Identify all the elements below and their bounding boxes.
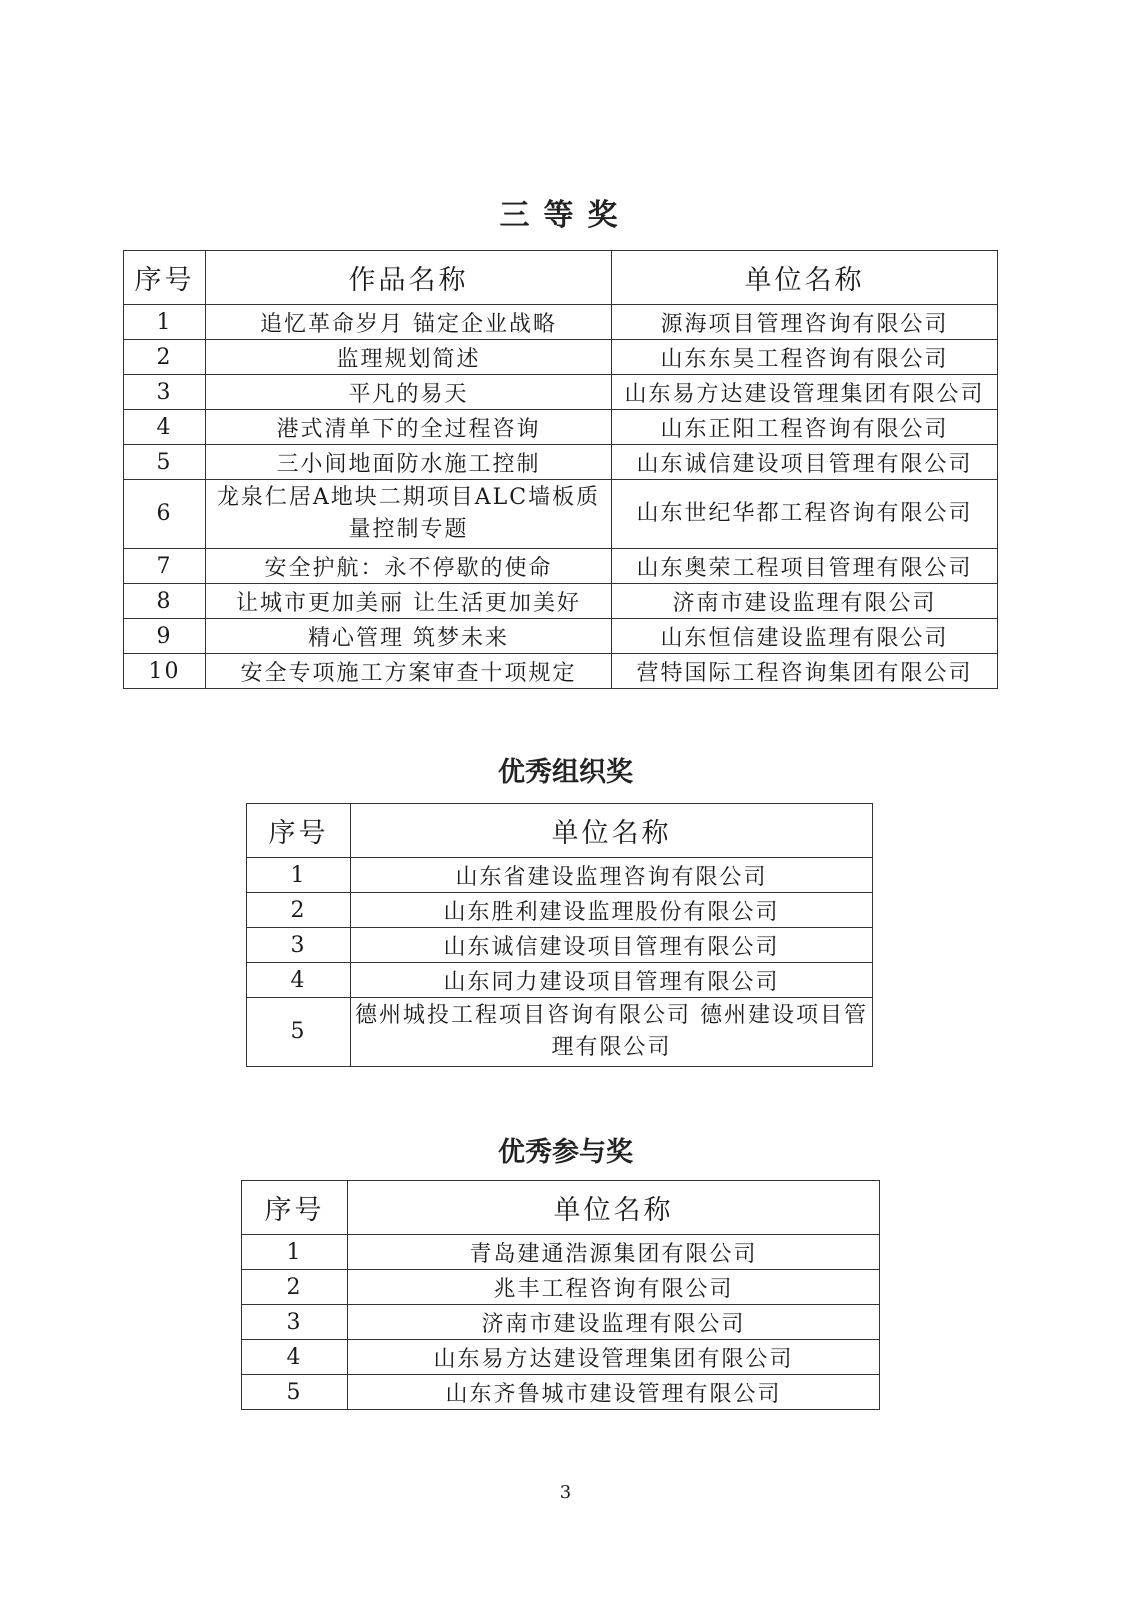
third-prize-title: 三等奖 xyxy=(499,198,632,233)
unit-name: 济南市建设监理有限公司 xyxy=(612,584,998,619)
table-row xyxy=(242,1235,880,1270)
work-name: 安全护航：永不停歇的使命 xyxy=(206,549,612,584)
unit-name: 山东易方达建设管理集团有限公司 xyxy=(348,1340,880,1375)
row-index: 1 xyxy=(247,858,351,893)
unit-name: 山东省建设监理咨询有限公司 xyxy=(351,858,873,893)
work-name: 平凡的易天 xyxy=(206,375,612,410)
work-name: 监理规划简述 xyxy=(206,340,612,375)
work-name: 港式清单下的全过程咨询 xyxy=(206,410,612,445)
unit-name: 济南市建设监理有限公司 xyxy=(348,1305,880,1340)
table-row xyxy=(247,928,873,963)
header-index: 序号 xyxy=(242,1181,348,1235)
table-row xyxy=(124,549,998,584)
work-name: 三小间地面防水施工控制 xyxy=(206,445,612,480)
unit-name: 山东齐鲁城市建设管理有限公司 xyxy=(348,1375,880,1410)
row-index: 4 xyxy=(247,963,351,998)
table-row xyxy=(247,858,873,893)
table-row xyxy=(242,1375,880,1410)
unit-name: 源海项目管理咨询有限公司 xyxy=(612,305,998,340)
unit-name: 兆丰工程咨询有限公司 xyxy=(348,1270,880,1305)
unit-name: 山东正阳工程咨询有限公司 xyxy=(612,410,998,445)
table-row xyxy=(124,584,998,619)
row-index: 3 xyxy=(247,928,351,963)
row-index: 1 xyxy=(242,1235,348,1270)
table-row xyxy=(242,1305,880,1340)
row-index: 3 xyxy=(242,1305,348,1340)
table-row xyxy=(124,375,998,410)
table-header-row xyxy=(124,251,998,305)
unit-name: 山东恒信建设监理有限公司 xyxy=(612,619,998,654)
header-unit-name: 单位名称 xyxy=(351,804,873,858)
header-index: 序号 xyxy=(124,251,206,305)
work-name: 追忆革命岁月 锚定企业战略 xyxy=(206,305,612,340)
row-index: 6 xyxy=(124,480,206,549)
row-index: 4 xyxy=(242,1340,348,1375)
row-index: 10 xyxy=(124,654,206,689)
unit-name: 山东奥荣工程项目管理有限公司 xyxy=(612,549,998,584)
table-row xyxy=(124,340,998,375)
row-index: 3 xyxy=(124,375,206,410)
unit-name: 山东同力建设项目管理有限公司 xyxy=(351,963,873,998)
organization-award-title: 优秀组织奖 xyxy=(498,757,633,788)
row-index: 5 xyxy=(247,998,351,1067)
organization-award-table xyxy=(246,803,873,1067)
participation-award-table xyxy=(241,1180,880,1410)
table-row xyxy=(242,1340,880,1375)
page-number: 3 xyxy=(559,1482,572,1503)
row-index: 2 xyxy=(124,340,206,375)
header-unit-name: 单位名称 xyxy=(348,1181,880,1235)
row-index: 9 xyxy=(124,619,206,654)
table-row xyxy=(247,998,873,1067)
work-name: 精心管理 筑梦未来 xyxy=(206,619,612,654)
table-row xyxy=(124,480,998,549)
unit-name: 营特国际工程咨询集团有限公司 xyxy=(612,654,998,689)
work-name: 安全专项施工方案审查十项规定 xyxy=(206,654,612,689)
table-row xyxy=(247,963,873,998)
row-index: 7 xyxy=(124,549,206,584)
unit-name: 山东世纪华都工程咨询有限公司 xyxy=(612,480,998,549)
row-index: 1 xyxy=(124,305,206,340)
row-index: 4 xyxy=(124,410,206,445)
unit-name: 德州城投工程项目咨询有限公司 德州建设项目管理有限公司 xyxy=(351,998,873,1067)
table-header-row xyxy=(247,804,873,858)
unit-name: 山东诚信建设项目管理有限公司 xyxy=(612,445,998,480)
table-row xyxy=(124,410,998,445)
row-index: 5 xyxy=(242,1375,348,1410)
table-row xyxy=(124,654,998,689)
row-index: 2 xyxy=(242,1270,348,1305)
participation-award-title: 优秀参与奖 xyxy=(498,1137,633,1168)
work-name: 龙泉仁居A地块二期项目ALC墙板质量控制专题 xyxy=(206,480,612,549)
third-prize-table xyxy=(123,250,998,689)
unit-name: 山东东昊工程咨询有限公司 xyxy=(612,340,998,375)
work-name: 让城市更加美丽 让生活更加美好 xyxy=(206,584,612,619)
row-index: 5 xyxy=(124,445,206,480)
unit-name: 山东胜利建设监理股份有限公司 xyxy=(351,893,873,928)
table-header-row xyxy=(242,1181,880,1235)
unit-name: 青岛建通浩源集团有限公司 xyxy=(348,1235,880,1270)
unit-name: 山东易方达建设管理集团有限公司 xyxy=(612,375,998,410)
header-index: 序号 xyxy=(247,804,351,858)
table-row xyxy=(242,1270,880,1305)
header-unit-name: 单位名称 xyxy=(612,251,998,305)
table-row xyxy=(124,445,998,480)
table-row xyxy=(124,619,998,654)
row-index: 8 xyxy=(124,584,206,619)
header-work-name: 作品名称 xyxy=(206,251,612,305)
table-row xyxy=(247,893,873,928)
unit-name: 山东诚信建设项目管理有限公司 xyxy=(351,928,873,963)
row-index: 2 xyxy=(247,893,351,928)
table-row xyxy=(124,305,998,340)
